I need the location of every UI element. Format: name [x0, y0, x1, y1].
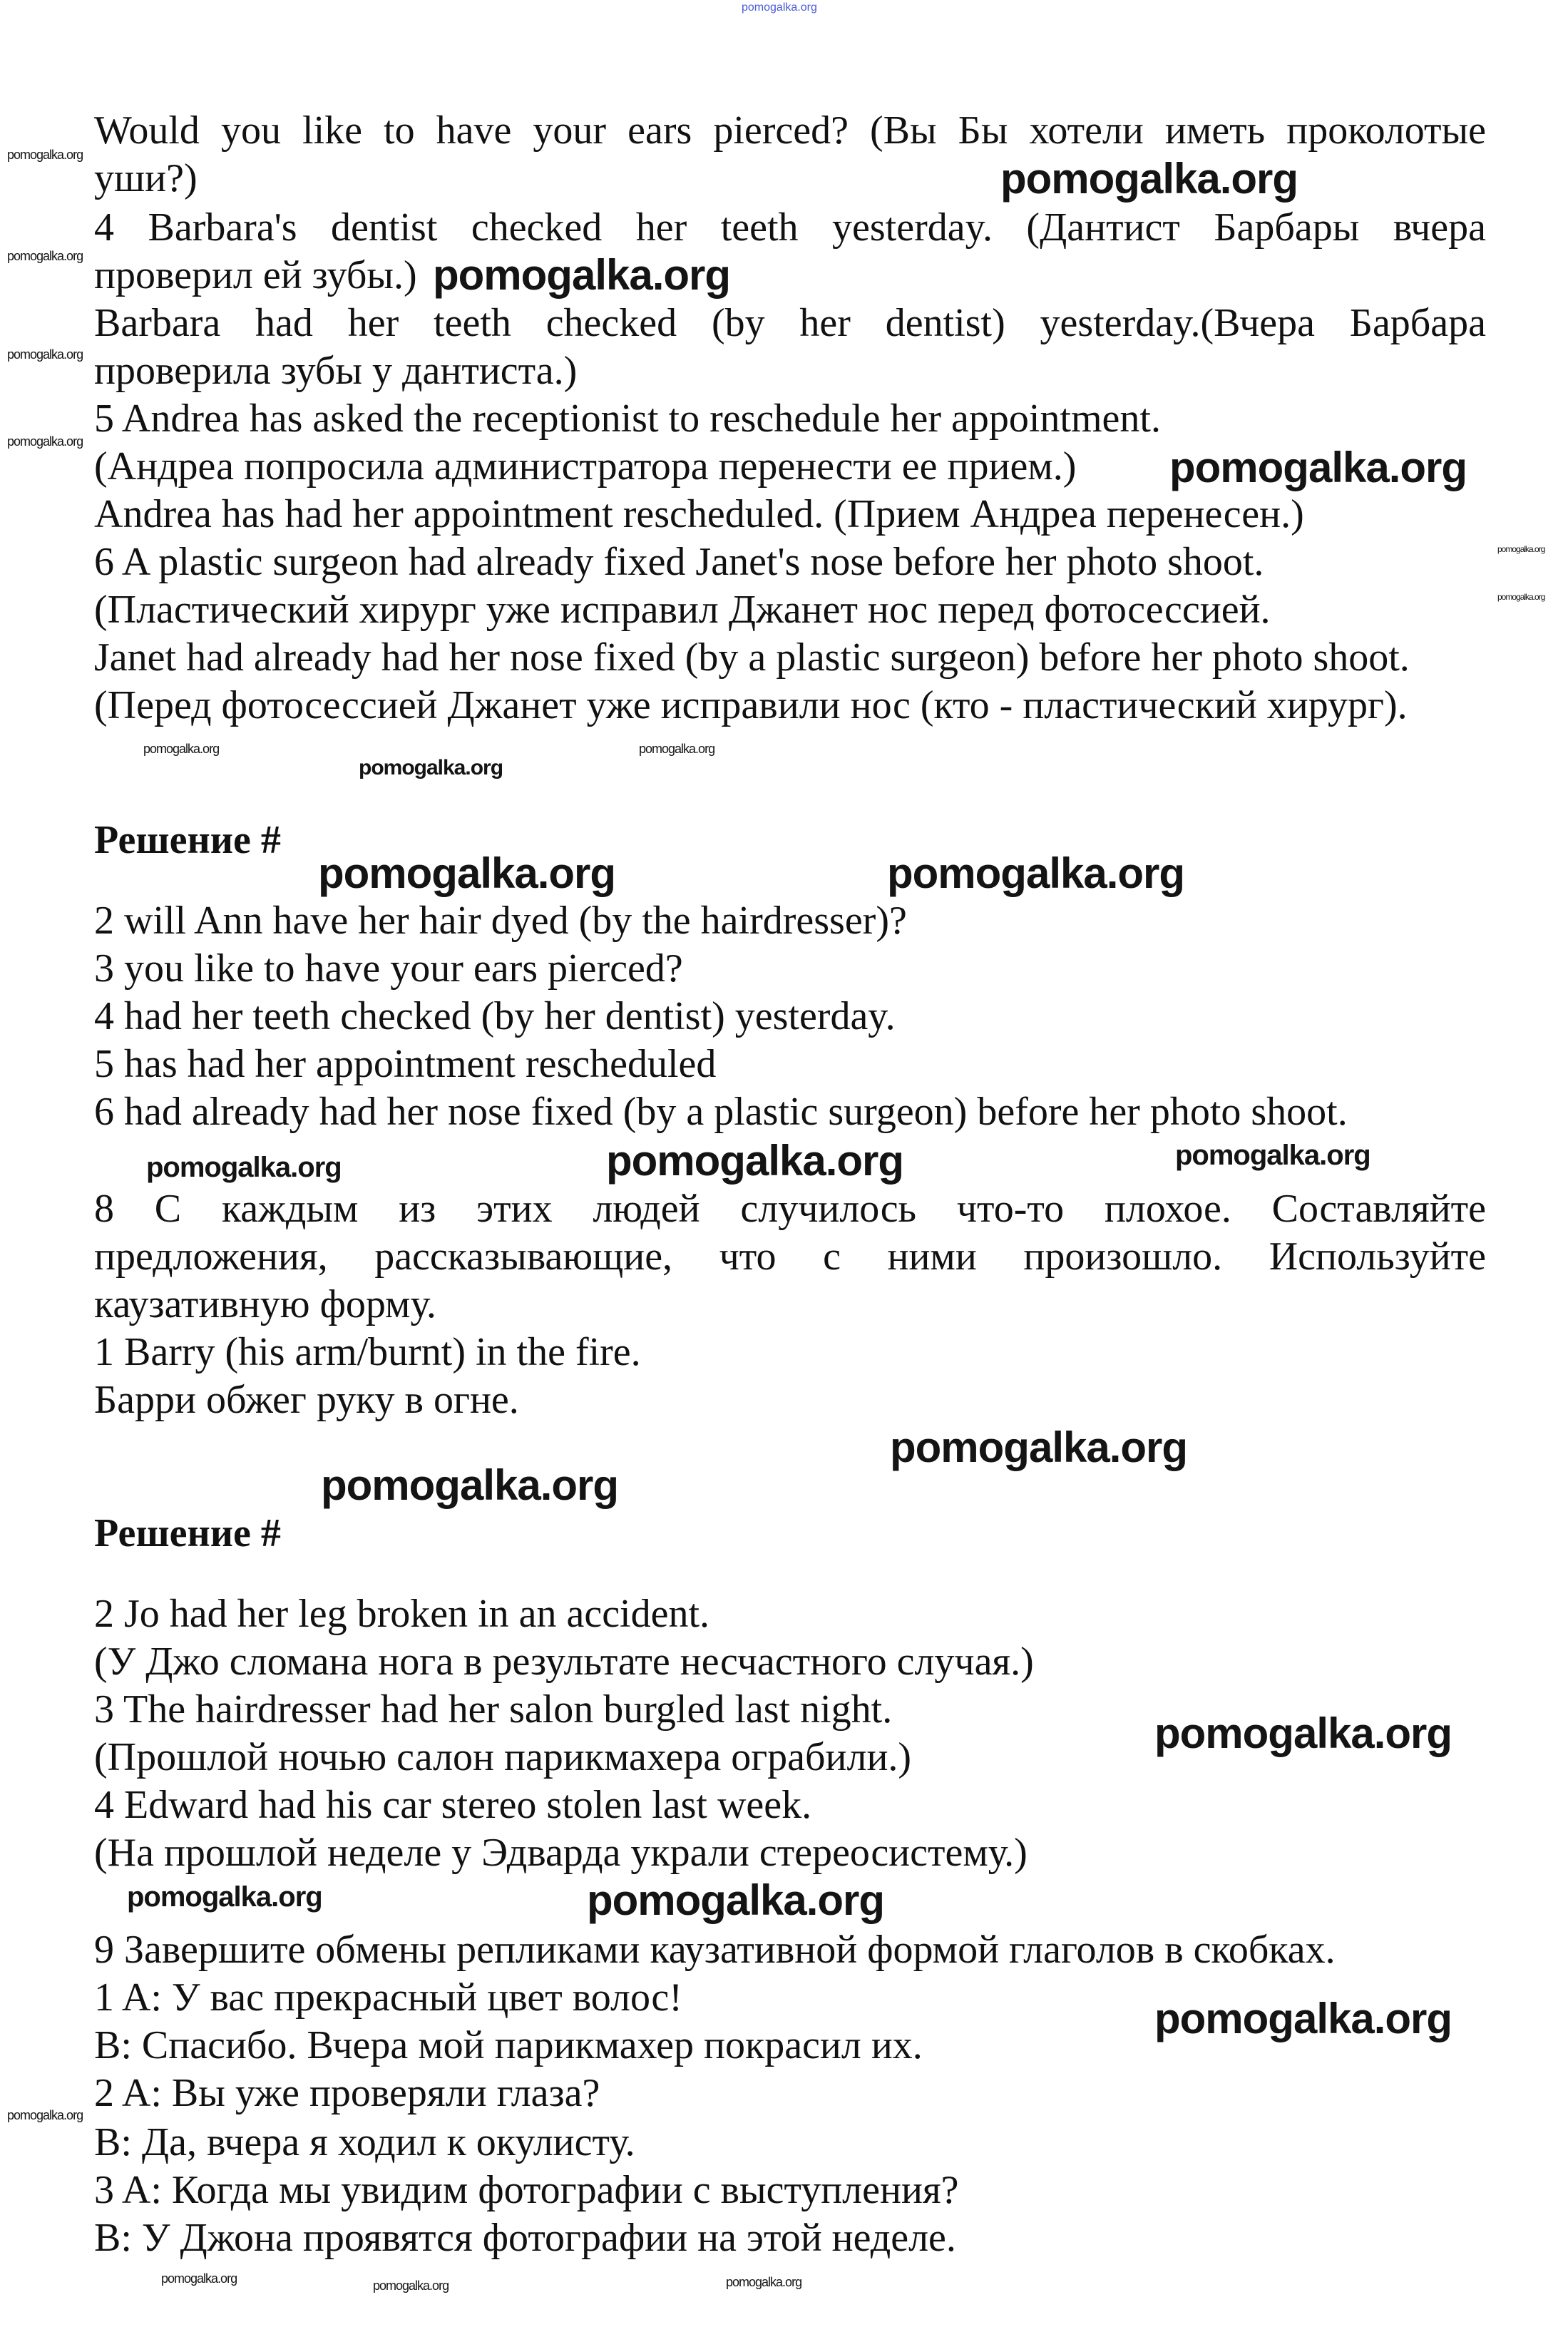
text-line: (Андреа попросила администратора перенести ее прием.) — [94, 444, 1077, 489]
text-line: (Перед фотосессией Джанет уже исправили нос (кто - пластический хирург). — [94, 683, 1408, 727]
text-line: уши?) — [94, 156, 198, 200]
text-line: (У Джо сломана нога в результате несчастного случая.) — [94, 1640, 1034, 1684]
text-line: 3 A: Когда мы увидим фотографии с выступления? — [94, 2168, 959, 2212]
text-line: 1 Barry (his arm/burnt) in the fire. — [94, 1330, 641, 1374]
exercise-8-task: каузативную форму. — [94, 1282, 436, 1326]
text-line: B: Спасибо. Вчера мой парикмахер покрасил их. — [94, 2023, 923, 2067]
watermark: pomogalka.org — [7, 148, 83, 162]
watermark: pomogalka.org — [1000, 155, 1298, 203]
text-line: (Прошлой ночью салон парикмахера ограбили.) — [94, 1735, 912, 1779]
text-line: проверил ей зубы.) — [94, 253, 417, 297]
solution-heading: Решение # — [94, 818, 281, 862]
exercise-8-task: предложения, рассказывающие, что с ними произошло. Используйте — [94, 1234, 1486, 1279]
text-line: (Пластический хирург уже исправил Джанет нос перед фотосессией. — [94, 588, 1271, 632]
watermark: pomogalka.org — [726, 2275, 802, 2289]
text-line: 2 will Ann have her hair dyed (by the hairdresser)? — [94, 899, 907, 943]
text-line: 1 A: У вас прекрасный цвет волос! — [94, 1975, 682, 2020]
text-line: 2 Jo had her leg broken in an accident. — [94, 1592, 710, 1636]
watermark: pomogalka.org — [359, 756, 503, 779]
watermark: pomogalka.org — [890, 1423, 1188, 1471]
text-line: 4 Barbara's dentist checked her teeth yesterday. (Дантист Барбары вчера — [94, 205, 1486, 250]
watermark: pomogalka.org — [146, 1152, 342, 1183]
watermark: pomogalka.org — [1154, 1709, 1452, 1757]
text-line: 3 you like to have your ears pierced? — [94, 946, 683, 991]
text-line: B: Да, вчера я ходил к окулисту. — [94, 2120, 635, 2164]
text-line: (На прошлой неделе у Эдварда украли стереосистему.) — [94, 1831, 1028, 1875]
text-line: 6 had already had her nose fixed (by a plastic surgeon) before her photo shoot. — [94, 1090, 1348, 1134]
watermark: pomogalka.org — [127, 1881, 322, 1913]
watermark: pomogalka.org — [318, 849, 616, 897]
watermark: pomogalka.org — [1497, 544, 1545, 554]
text-line: Janet had already had her nose fixed (by a plastic surgeon) before her photo shoot. — [94, 635, 1410, 680]
watermark: pomogalka.org — [1154, 1995, 1452, 2042]
watermark: pomogalka.org — [143, 742, 220, 756]
watermark: pomogalka.org — [373, 2279, 449, 2293]
text-line: 5 has had her appointment rescheduled — [94, 1042, 717, 1086]
text-line: Andrea has had her appointment rescheduled. (Прием Андреа перенесен.) — [94, 492, 1304, 536]
watermark: pomogalka.org — [887, 849, 1185, 897]
text-line: 4 Edward had his car stereo stolen last week. — [94, 1783, 812, 1827]
header-watermark: pomogalka.org — [742, 1, 817, 14]
watermark: pomogalka.org — [7, 2108, 83, 2122]
text-line: Барри обжег руку в огне. — [94, 1378, 519, 1422]
exercise-8-task: 8 С каждым из этих людей случилось что-то плохое. Составляйте — [94, 1187, 1486, 1231]
watermark: pomogalka.org — [321, 1461, 619, 1509]
text-line: Would you like to have your ears pierced? (Вы Бы хотели иметь проколотые — [94, 108, 1486, 153]
watermark: pomogalka.org — [7, 347, 83, 362]
watermark: pomogalka.org — [587, 1876, 885, 1924]
text-line: B: У Джона проявятся фотографии на этой неделе. — [94, 2216, 956, 2260]
watermark: pomogalka.org — [161, 2271, 237, 2286]
solution-heading: Решение # — [94, 1511, 281, 1555]
watermark: pomogalka.org — [1175, 1140, 1370, 1171]
watermark: pomogalka.org — [639, 742, 715, 756]
watermark: pomogalka.org — [1497, 592, 1545, 602]
watermark: pomogalka.org — [7, 434, 83, 449]
exercise-9-task: 9 Завершите обмены репликами каузативной формой глаголов в скобках. — [94, 1928, 1336, 1972]
text-line: 6 A plastic surgeon had already fixed Janet's nose before her photo shoot. — [94, 540, 1264, 584]
text-line: 2 A: Вы уже проверяли глаза? — [94, 2071, 600, 2115]
text-line: Barbara had her teeth checked (by her dentist) yesterday.(Вчера Барбара — [94, 301, 1486, 345]
text-line: 3 The hairdresser had her salon burgled last night. — [94, 1687, 893, 1732]
watermark: pomogalka.org — [7, 249, 83, 263]
watermark: pomogalka.org — [606, 1137, 904, 1185]
watermark: pomogalka.org — [1169, 444, 1467, 491]
watermark: pomogalka.org — [433, 251, 731, 299]
text-line: проверила зубы у дантиста.) — [94, 349, 578, 393]
text-line: 4 had her teeth checked (by her dentist) yesterday. — [94, 994, 896, 1038]
text-line: 5 Andrea has asked the receptionist to reschedule her appointment. — [94, 397, 1161, 441]
